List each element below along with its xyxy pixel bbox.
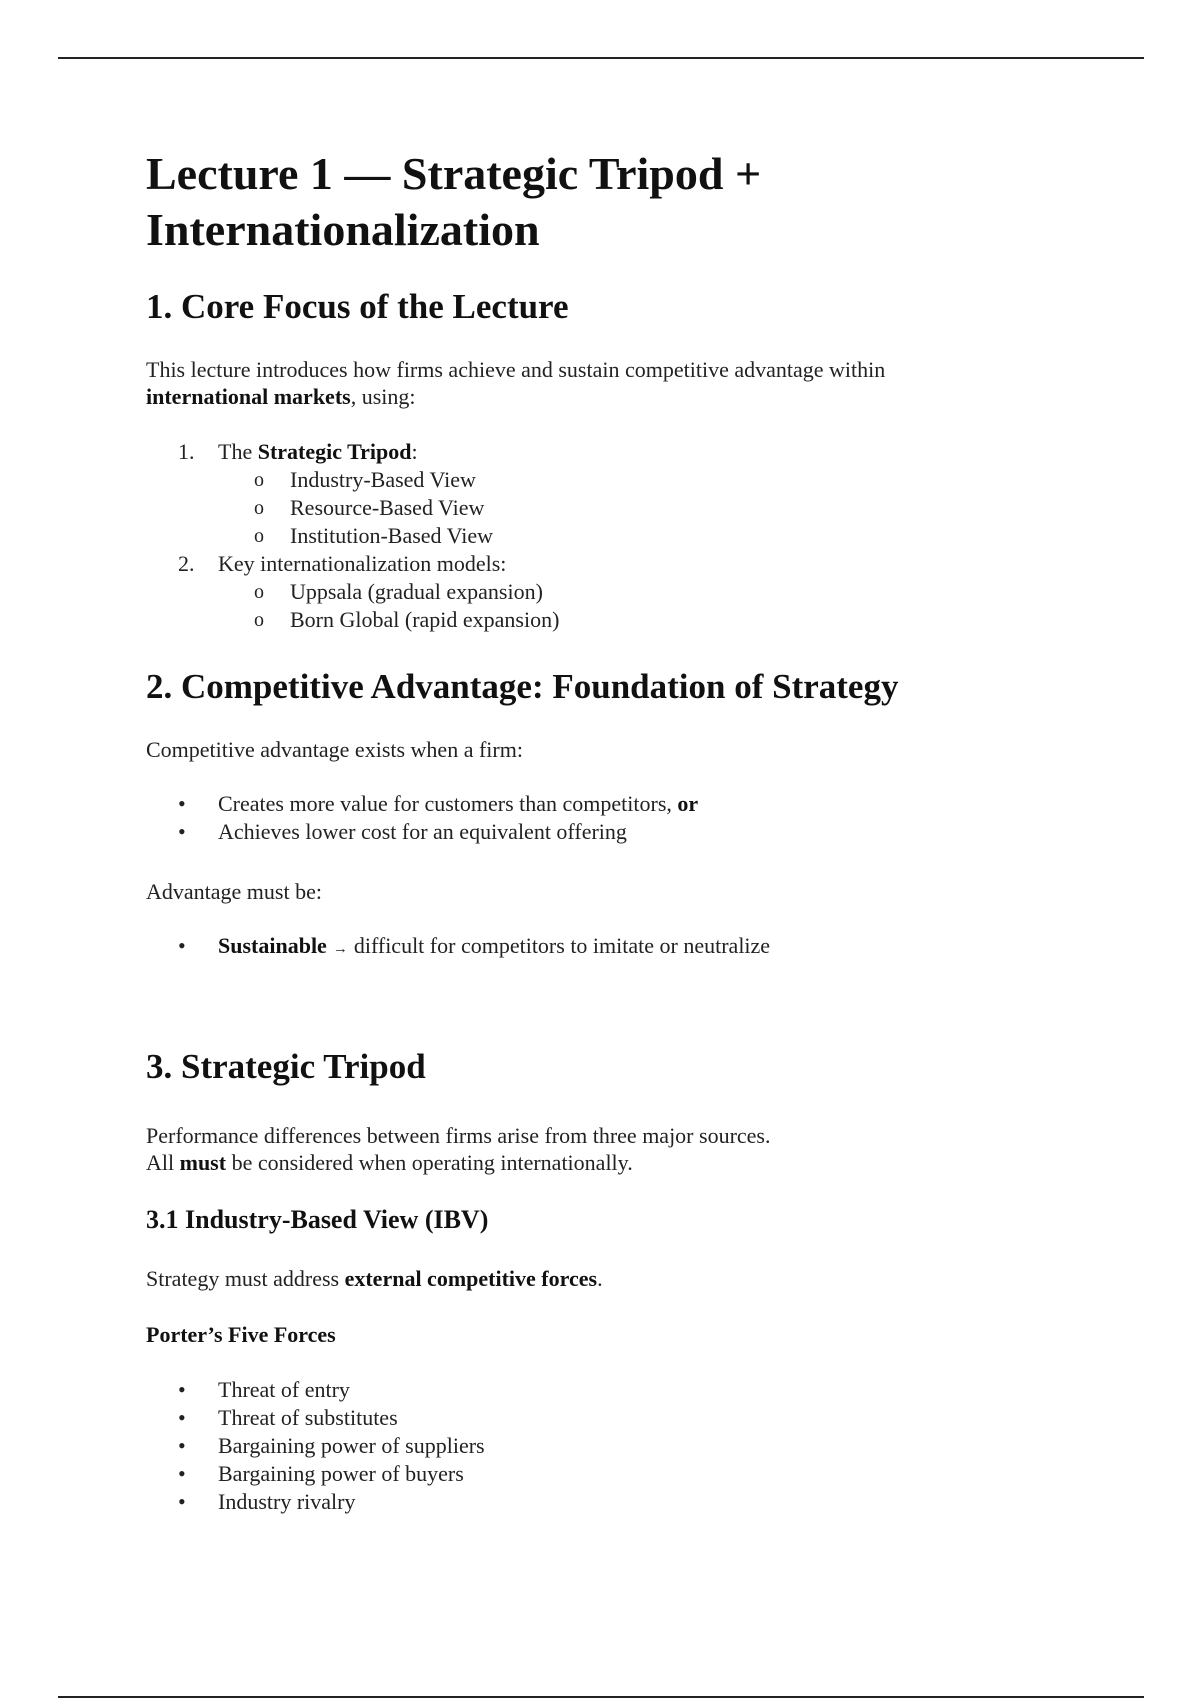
sub-list-item: o Industry-Based View (254, 467, 476, 492)
porter-heading: Porter’s Five Forces (146, 1322, 336, 1347)
list-item: • Sustainable → difficult for competitors to imitate or neutralize (178, 933, 771, 958)
page-title: Lecture 1 — Strategic Tripod + Internationalization (146, 148, 762, 255)
section-3-intro: Performance differences between firms arise from three major sources. All must be considered when operating internationally. (146, 1123, 771, 1175)
section-3-1-text: Strategy must address external competitive forces. (146, 1266, 603, 1291)
section-1-list (178, 438, 560, 634)
list-number: 1. (178, 439, 195, 464)
section-3-heading: 3. Strategic Tripod (146, 1047, 426, 1086)
sub-list-item: o Resource-Based View (254, 495, 485, 520)
advantage-must-be: Advantage must be: (146, 879, 322, 904)
list-item: • Bargaining power of buyers (178, 1461, 464, 1486)
section-2-sustainable-list (178, 932, 771, 963)
porter-forces-list (178, 1376, 485, 1516)
list-item: • Threat of entry (178, 1377, 350, 1402)
list-item: 2. Key internationalization models: o Uppsala (gradual expansion) o Born Global (rapid expansion) (178, 551, 560, 632)
footer-rule (58, 1696, 1144, 1698)
section-2-intro: Competitive advantage exists when a firm: (146, 737, 523, 762)
arrow-icon: → (332, 941, 348, 957)
section-3-1-heading: 3.1 Industry-Based View (IBV) (146, 1205, 489, 1234)
section-1-intro: This lecture introduces how firms achieve and sustain competitive advantage within international markets, using: (146, 357, 886, 409)
sub-list-item: o Uppsala (gradual expansion) (254, 579, 543, 604)
section-2-heading: 2. Competitive Advantage: Foundation of Strategy (146, 667, 899, 706)
section-2-bullets (178, 790, 699, 846)
list-item: • Achieves lower cost for an equivalent offering (178, 819, 627, 844)
list-item: • Industry rivalry (178, 1489, 356, 1514)
section-1-heading: 1. Core Focus of the Lecture (146, 287, 569, 326)
header-rule (58, 57, 1144, 59)
list-item: • Bargaining power of suppliers (178, 1433, 485, 1458)
sub-list-item: o Institution-Based View (254, 523, 493, 548)
sub-list-item: o Born Global (rapid expansion) (254, 607, 560, 632)
list-number: 2. (178, 551, 195, 576)
list-item: • Creates more value for customers than competitors, or (178, 791, 699, 816)
list-item: • Threat of substitutes (178, 1405, 398, 1430)
list-item: 1. The Strategic Tripod: o Industry-Based View o Resource-Based View o Institution-Based View (218, 438, 559, 550)
